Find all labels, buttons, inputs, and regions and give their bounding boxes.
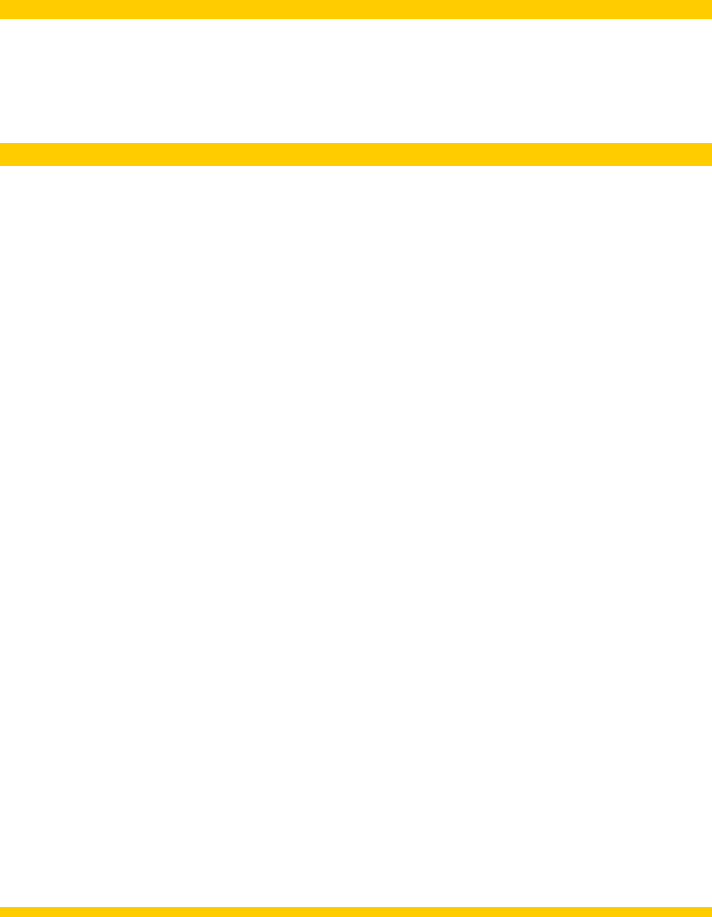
- table-header-row: [0, 143, 712, 166]
- top-header-row: [0, 0, 712, 19]
- table-body: [0, 166, 712, 907]
- bottom-bar: [0, 907, 712, 917]
- column-strips-row: [0, 19, 712, 143]
